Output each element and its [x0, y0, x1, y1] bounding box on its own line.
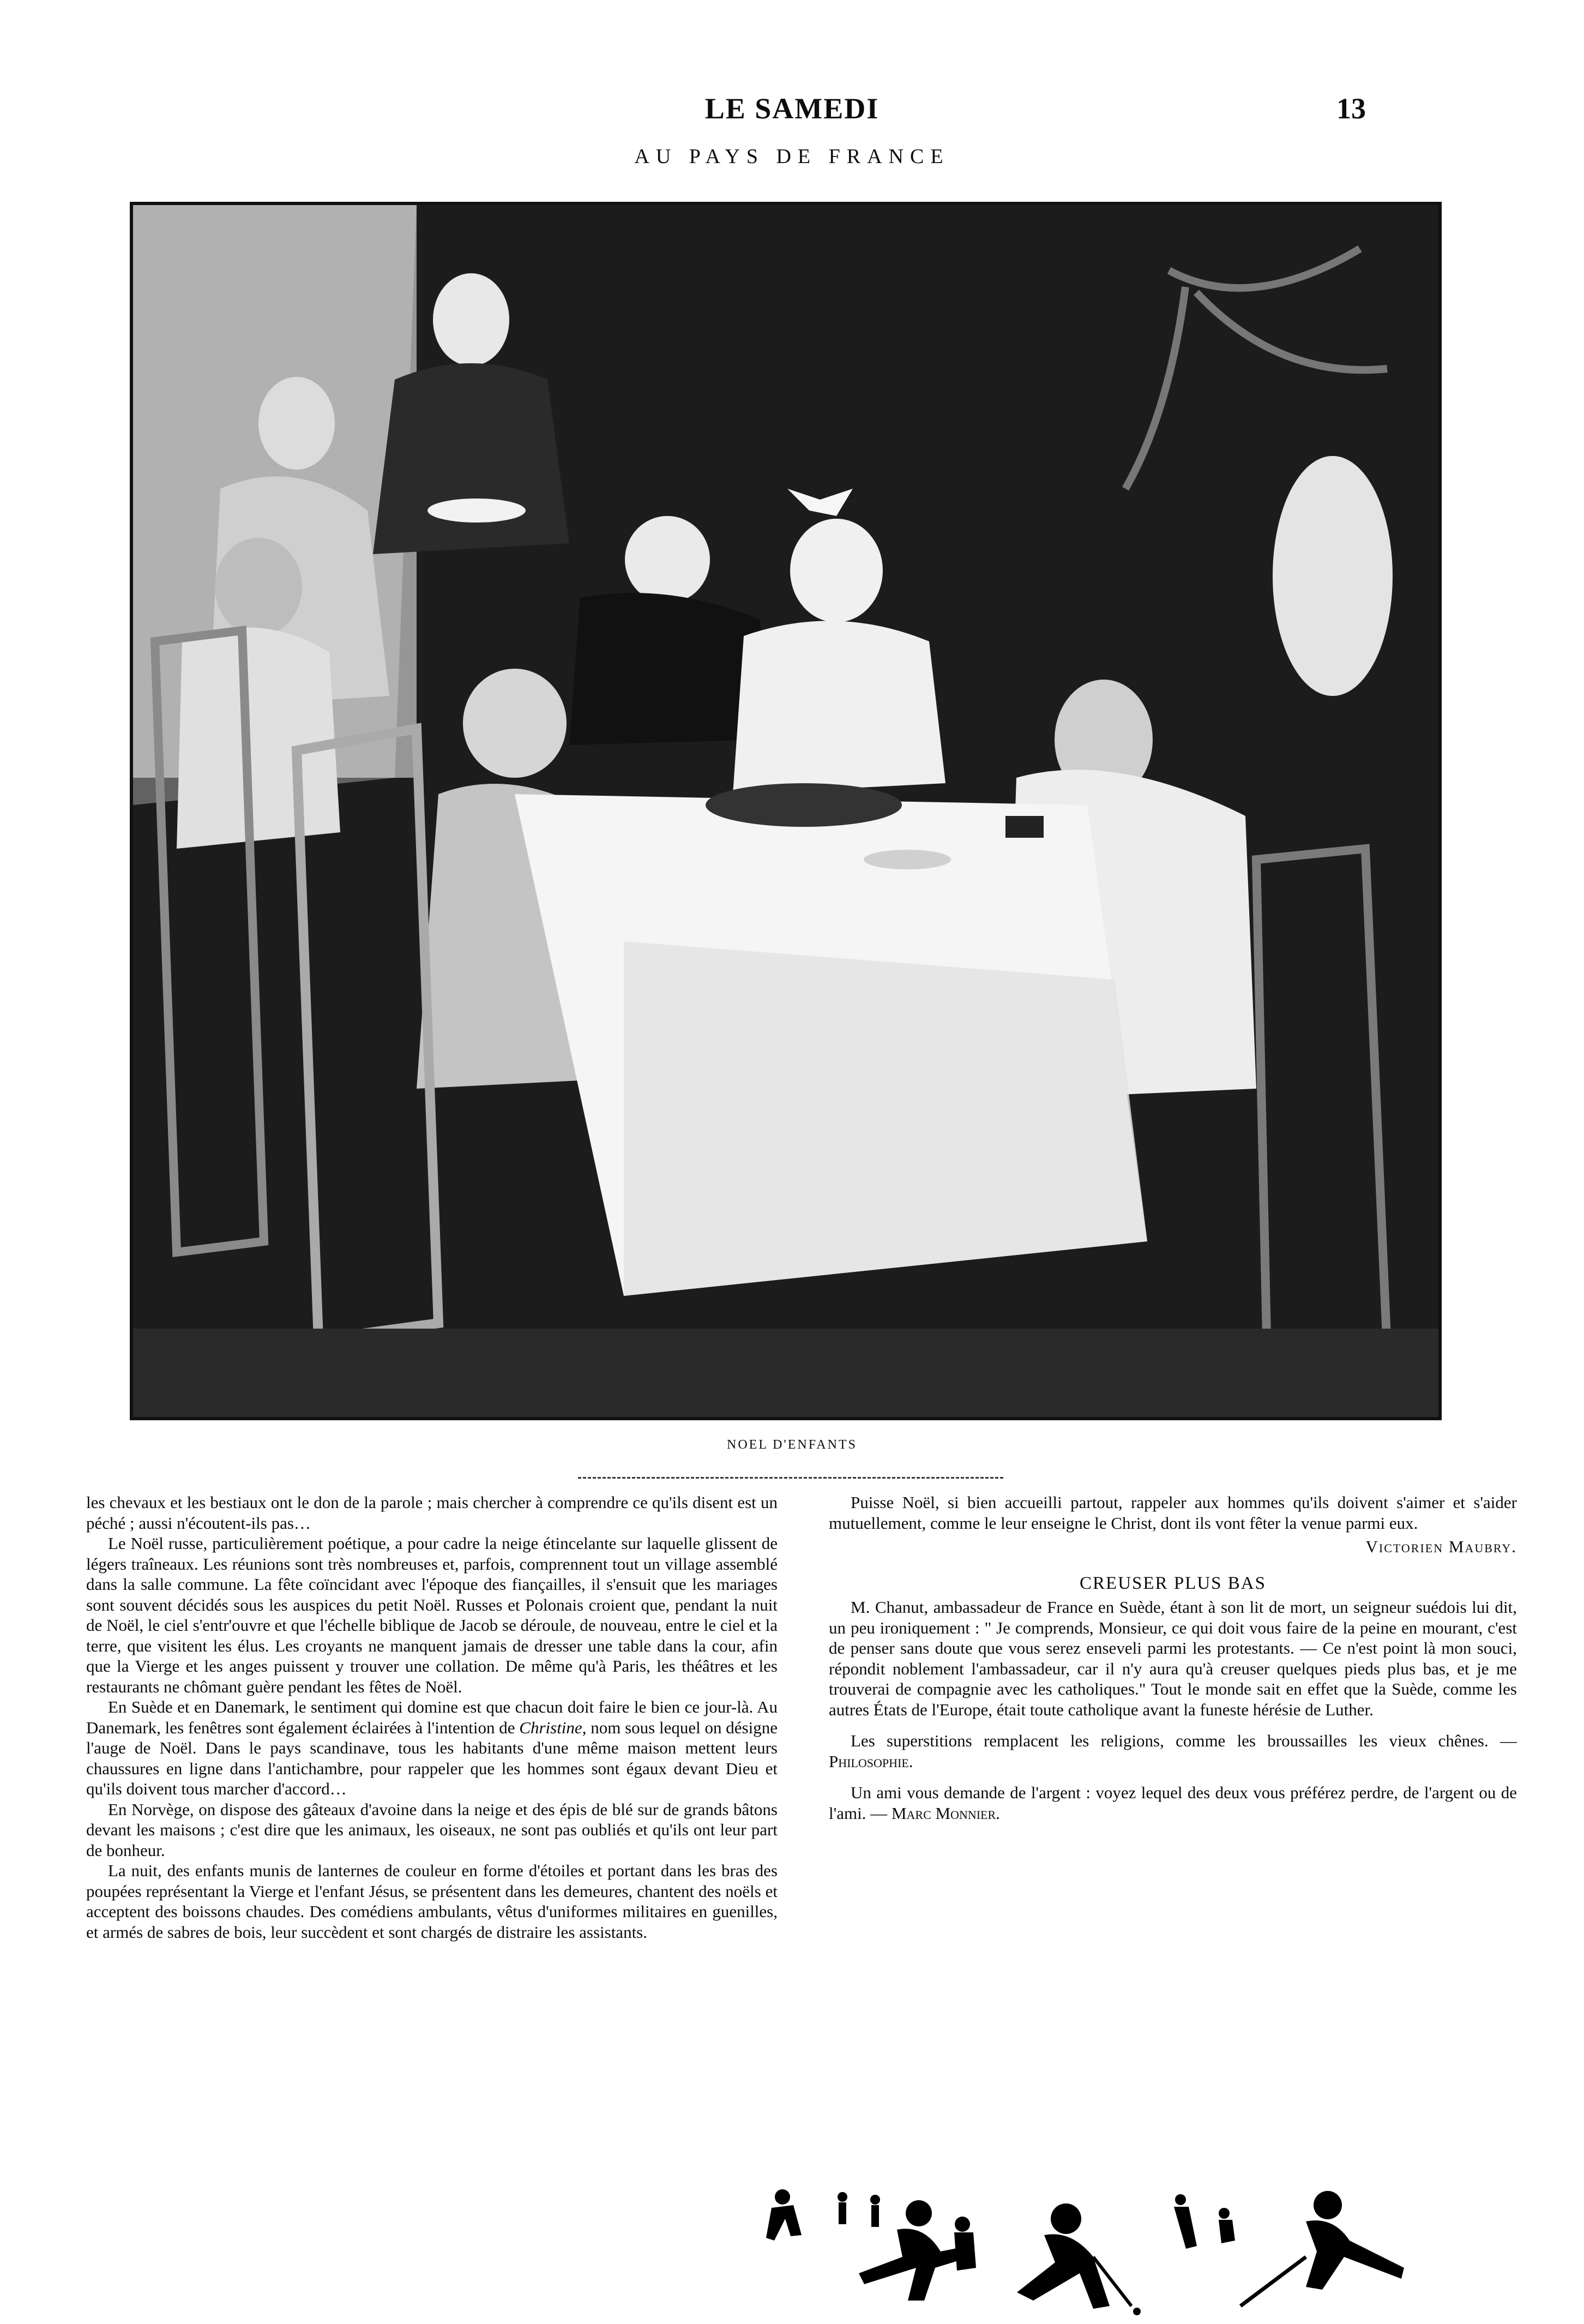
left-paragraph-5: La nuit, des enfants munis de lanternes de couleur en forme d'étoiles et portant dans les bras des poupées représentant la Vierge et l'enfant Jésus, se présentent dans les demeures, chantent des noëls et acceptent des boissons chaudes. Des comédiens ambulants, vêtus d'uniformes militaires en guenilles, et armés de sabres de bois, leur succèdent et sont chargés de distraire les assistants.: [86, 1861, 778, 1942]
christine-italic: Christine: [519, 1718, 582, 1737]
running-head: [0, 92, 1584, 130]
skaters-icon: [761, 2175, 1420, 2317]
left-paragraph-4: En Norvège, on dispose des gâteaux d'avoine dans la neige et des épis de blé sur de grands bâtons devant les maisons ; c'est dire que les animaux, les oiseaux, ne sont pas oubliés et qu'ils ont leur part de bonheur.: [86, 1799, 778, 1860]
masthead-title: LE SAMEDI: [704, 92, 880, 125]
quote-attribution-2: Marc Monnier.: [891, 1803, 1000, 1823]
left-paragraph-3-end: , nom sous lequel on désigne l'auge de Noël. Dans le pays scandinave, tous les habitants d'une même maison mettent leurs chaussures en ligne dans l'antichambre, pour rappeler que les hommes sont égaux devant Dieu et qu'ils doivent tous marcher d'accord…: [86, 1718, 778, 1798]
friend-money-quote: Un ami vous demande de l'argent : voyez lequel des deux vous préférez perdre, de l'argent ou de l'ami. —: [829, 1783, 1517, 1823]
right-paragraph-2: M. Chanut, ambassadeur de France en Suède, étant à son lit de mort, un seigneur suédois lui dit, un peu ironiquement : " Je comprends, Monsieur, ce qui doit vous faire de la peine en mourant, c'est de penser sans doute que vous serez enseveli parmi les protestants. — Ce n'est point là mon souci, répondit noblement l'ambassadeur, car il n'y aura qu'à creuser quelques pieds plus bas, et je me trouverai de compagnie avec les catholiques." Tout le monde sait en effet que la Suède, comme les autres États de l'Europe, était toute catholique avant la funeste hérésie de Luther.: [829, 1598, 1517, 1719]
right-paragraph-4: [829, 1782, 1517, 1823]
left-paragraph-2: Le Noël russe, particulièrement poétique, a pour cadre la neige étincelante sur laquelle glissent de légers traîneaux. Les réunions sont très nombreuses et, parfois, comprennent tout un village assemblé dans la salle commune. La fête coïncidant avec l'époque des fiançailles, il s'ensuit que les mariages sont souvent décidés sous les auspices du petit Noël. Russes et Polonais croient que, pendant la nuit de Noël, le ciel s'entr'ouvre et que l'échelle biblique de Jacob se déroule, de nouveau, entre le ciel et la terre, que visitent les élus. Les croyants ne manquent jamais de dresser une table dans la cour, afin que la Vierge et les anges puissent y trouver une collation. De même qu'à Paris, les théâtres et les restaurants ne chômant guère pendant les fêtes de Noël.: [86, 1534, 778, 1696]
left-column: [86, 1492, 778, 1942]
article-heading: CREUSER PLUS BAS: [1080, 1573, 1266, 1593]
right-paragraph-3: [829, 1731, 1517, 1771]
separator-rule: [578, 1477, 1003, 1479]
right-column: [829, 1492, 1517, 1823]
christmas-dinner-engraving: [133, 205, 1438, 1417]
left-paragraph-3-start: En Suède et en Danemark, le sentiment qui domine est que chacun doit faire le bien ce jour-là. Au Danemark, les fenêtres sont également éclairées à l'intention de: [86, 1697, 778, 1737]
superstition-quote: Les superstitions remplacent les religions, comme les broussailles les vieux chênes. —: [851, 1731, 1517, 1750]
engraving-illustration: [130, 202, 1442, 1420]
illustration-caption: NOEL D'ENFANTS: [727, 1438, 857, 1452]
quote-attribution-1: Philosophie.: [829, 1751, 913, 1771]
right-paragraph-1: Puisse Noël, si bien accueilli partout, rappeler aux hommes qu'ils doivent s'aimer et s'aider mutuellement, comme le leur enseigne le Christ, dont ils vont fêter la venue parmi eux.: [829, 1493, 1517, 1533]
author-signature: Victorien Maubry.: [1365, 1537, 1517, 1556]
left-paragraph-1: les chevaux et les bestiaux ont le don de la parole ; mais chercher à comprendre ce qu'ils disent est un péché ; aussi n'écoutent-ils pas…: [86, 1493, 778, 1533]
section-heading: AU PAYS DE FRANCE: [634, 145, 950, 168]
page-number: 13: [1336, 92, 1366, 125]
skaters-silhouette-vignette: [761, 2175, 1420, 2317]
left-paragraph-3: [86, 1697, 778, 1799]
